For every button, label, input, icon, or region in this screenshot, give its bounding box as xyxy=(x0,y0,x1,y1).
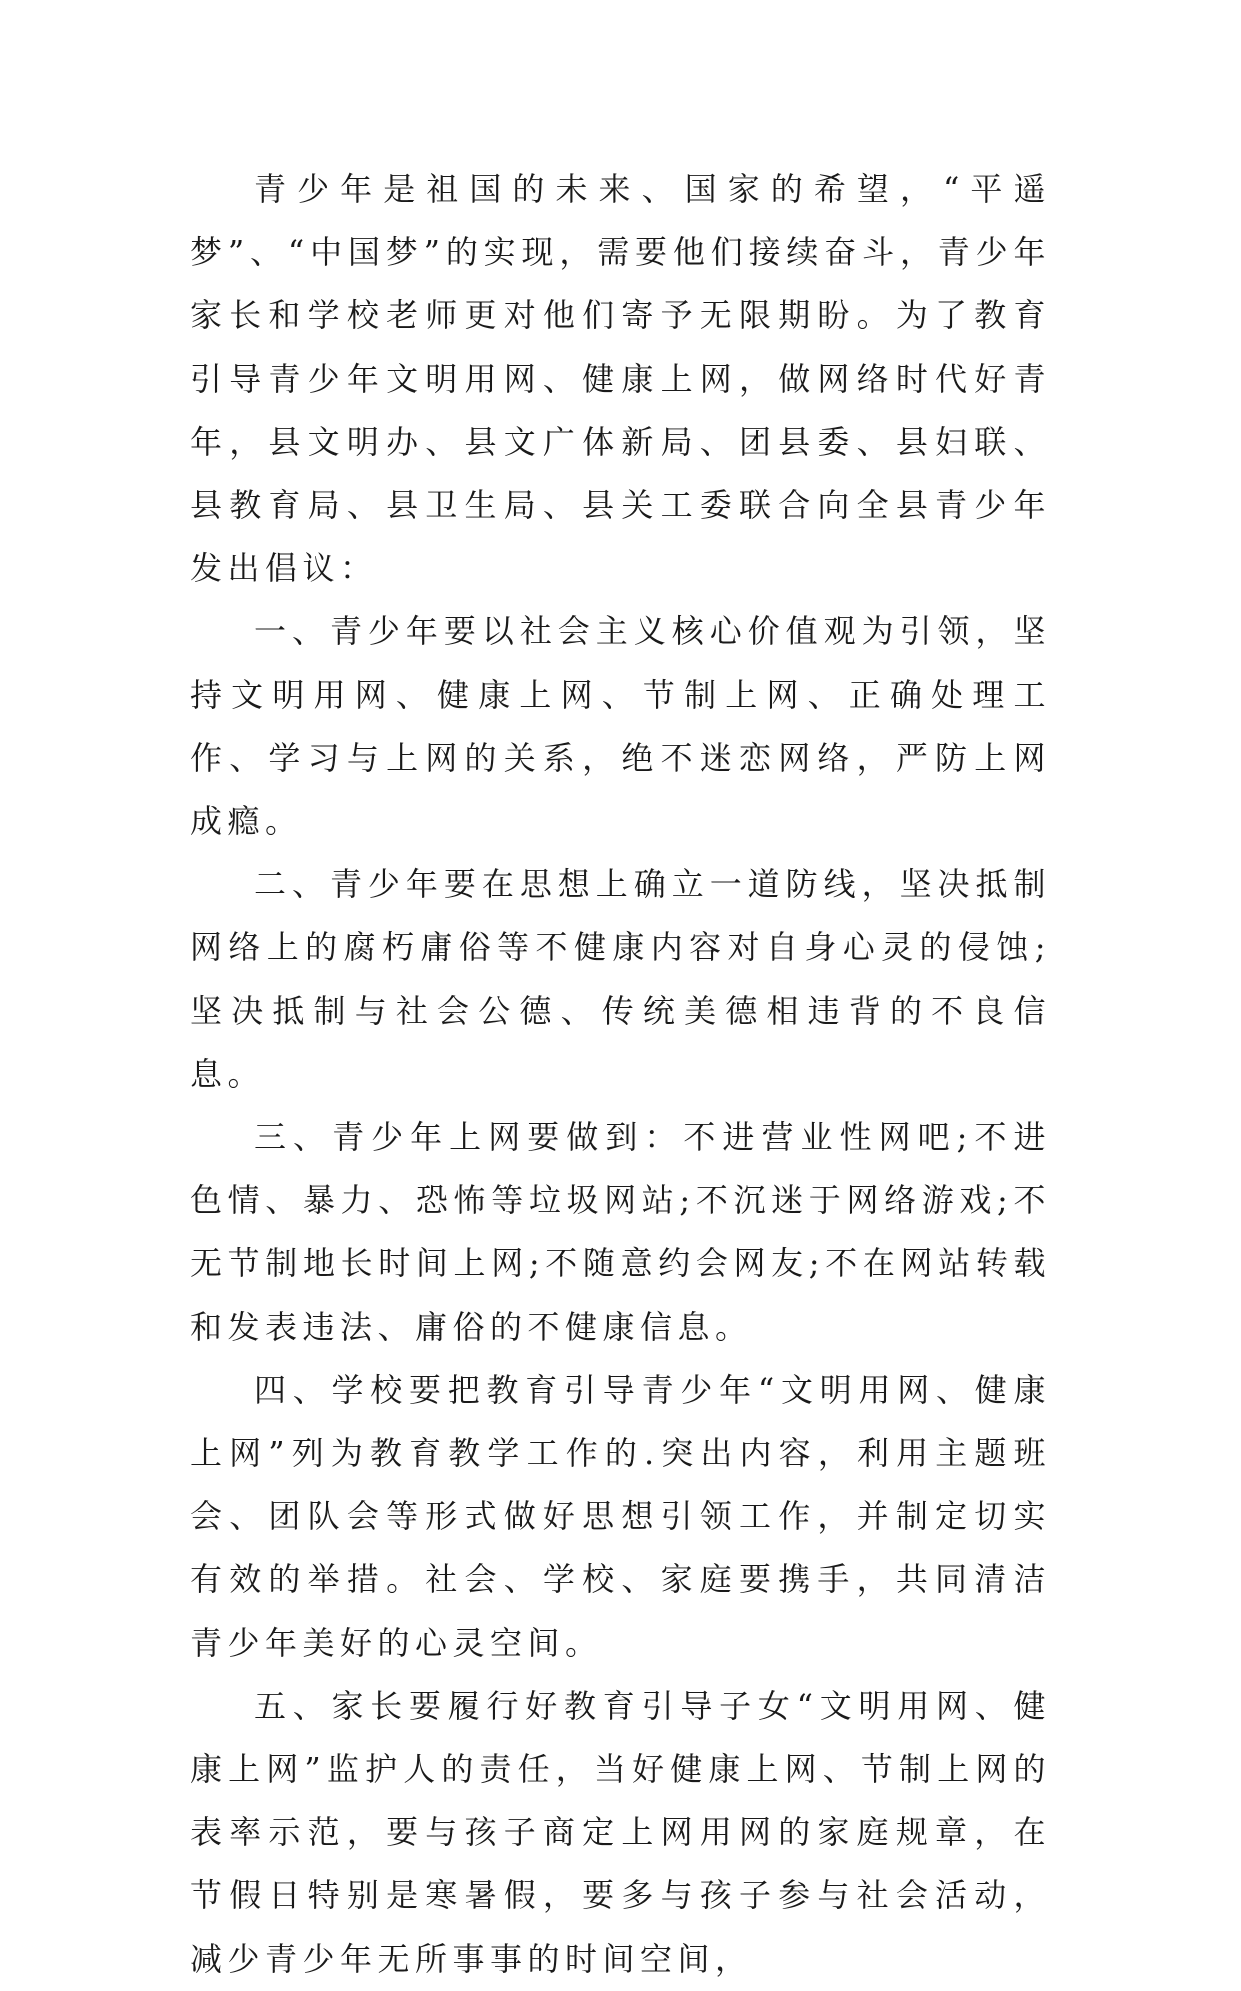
paragraph-item-5: 五、家长要履行好教育引导子女“文明用网、健康上网”监护人的责任，当好健康上网、节制上网的表率示范，要与孩子商定上网用网的家庭规章，在节假日特别是寒暑假，要多与孩子参与社会活动，减少青少年无所事事的时间空间， xyxy=(190,1686,1051,1978)
paragraph-item-4: 四、学校要把教育引导青少年“文明用网、健康上网”列为教育教学工作的.突出内容，利用主题班会、团队会等形式做好思想引领工作，并制定切实有效的举措。社会、学校、家庭要携手，共同清洁青少年美好的心灵空间。 xyxy=(190,1370,1051,1662)
paragraph-item-1: 一、青少年要以社会主义核心价值观为引领，坚持文明用网、健康上网、节制上网、正确处理工作、学习与上网的关系，绝不迷恋网络，严防上网成瘾。 xyxy=(190,612,1051,841)
document-body xyxy=(190,158,1051,1991)
paragraph-item-3: 三、青少年上网要做到：不进营业性网吧;不进色情、暴力、恐怖等垃圾网站;不沉迷于网络游戏;不无节制地长时间上网;不随意约会网友;不在网站转载和发表违法、庸俗的不健康信息。 xyxy=(190,1118,1051,1346)
paragraph-item-2: 二、青少年要在思想上确立一道防线，坚决抵制网络上的腐朽庸俗等不健康内容对自身心灵的侵蚀;坚决抵制与社会公德、传统美德相违背的不良信息。 xyxy=(190,865,1051,1093)
intro-paragraph: 青少年是祖国的未来、国家的希望，“平遥梦”、“中国梦”的实现，需要他们接续奋斗，青少年家长和学校老师更对他们寄予无限期盼。为了教育引导青少年文明用网、健康上网，做网络时代好青年，县文明办、县文广体新局、团县委、县妇联、县教育局、县卫生局、县关工委联合向全县青少年发出倡议： xyxy=(190,170,1051,588)
